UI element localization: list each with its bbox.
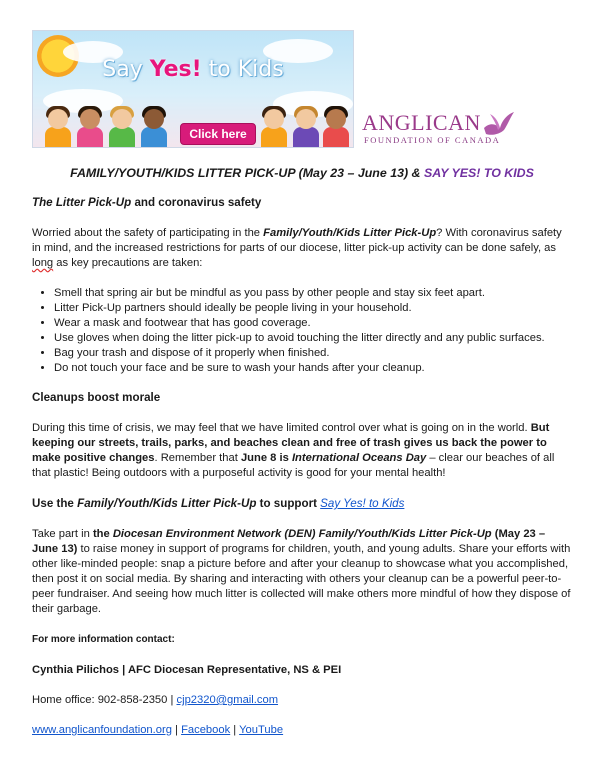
youtube-link[interactable]: YouTube — [239, 724, 284, 736]
email-link[interactable]: cjp2320@gmail.com — [176, 694, 279, 706]
logo-name: ANGLICAN — [362, 110, 481, 135]
section-heading-support: Use the Family/Youth/Kids Litter Pick-Up to support Say Yes! to Kids — [32, 497, 405, 510]
contact-label: For more information contact: — [32, 634, 175, 645]
anglican-foundation-logo — [362, 110, 522, 150]
say-yes-to-kids-link[interactable]: Say Yes! to Kids — [320, 497, 405, 510]
facebook-link[interactable]: Facebook — [181, 724, 231, 736]
say-yes-to-kids-banner[interactable] — [32, 30, 354, 148]
dove-icon — [482, 108, 516, 138]
contact-name: Cynthia Pilichos | AFC Diocesan Representative, NS & PEI — [32, 664, 342, 676]
click-here-button[interactable]: Click here — [180, 123, 256, 145]
list-item: • Use gloves when doing the litter pick-up to avoid touching the litter directly and any public surfaces. — [54, 331, 572, 346]
banner-title: Say Yes! to Kids — [102, 57, 284, 82]
list-item: • Do not touch your face and be sure to wash your hands after your cleanup. — [54, 361, 572, 376]
safety-list — [32, 286, 572, 376]
list-item: • Smell that spring air but be mindful as you pass by other people and stay six feet apart. — [54, 286, 572, 301]
section-heading-morale: Cleanups boost morale — [32, 391, 161, 404]
morale-paragraph: During this time of crisis, we may feel that we have limited control over what is going on in the world. But keeping our streets, trails, parks, and beaches clean and free of trash gives us back the power to make positive changes. Remember that June 8 is International Oceans Day – clear our beaches of all that plastic! Being outdoors with a purposeful activity is good for your mental health! — [32, 422, 555, 479]
support-paragraph: Take part in the Diocesan Environment Network (DEN) Family/Youth/Kids Litter Pick-Up (May 23 – June 13) to raise money in support of programs for children, youth, and young adults. Share your efforts with other like-minded people: snap a picture before and after your cleanup to showcase what you accomplished, then post it on social media. By sharing and interacting with others your cleanup can be a powerful peer-to-peer fundraiser. And seeing how much litter is collected will make others more mindful of how they dispose of their garbage. — [32, 528, 571, 615]
links-line: www.anglicanfoundation.org | Facebook | YouTube — [32, 724, 284, 736]
contact-phone-line: Home office: 902-858-2350 | cjp2320@gmail.com — [32, 694, 279, 706]
page-title: FAMILY/YOUTH/KIDS LITTER PICK-UP (May 23 – June 13) & SAY YES! TO KIDS — [70, 166, 534, 180]
list-item: • Wear a mask and footwear that has good coverage. — [54, 316, 572, 331]
document-body — [32, 160, 572, 753]
list-item: • Bag your trash and dispose of it properly when finished. — [54, 346, 572, 361]
section-heading-safety: The Litter Pick-Up and coronavirus safety — [32, 196, 262, 209]
safety-paragraph: Worried about the safety of participating in the Family/Youth/Kids Litter Pick-Up? With coronavirus safety in mind, and the increased restrictions for parts of our diocese, litter pick-up activity can be done safely, as long as key precautions are taken: — [32, 227, 562, 269]
website-link[interactable]: www.anglicanfoundation.org — [32, 724, 172, 736]
list-item: • Litter Pick-Up partners should ideally be people living in your household. — [54, 301, 572, 316]
logo-subtitle: FOUNDATION OF CANADA — [364, 135, 501, 145]
